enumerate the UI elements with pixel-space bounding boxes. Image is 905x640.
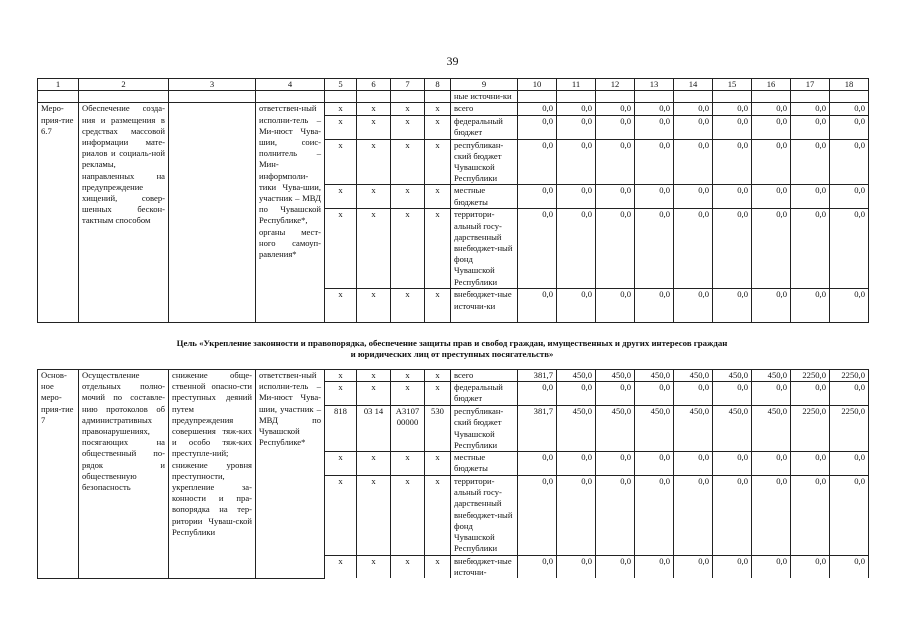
column-header-17: 17: [791, 79, 830, 91]
code-cell: x: [391, 452, 425, 476]
amount-cell: 0,0: [557, 115, 596, 139]
amount-cell: 0,0: [596, 115, 635, 139]
amount-cell: 0,0: [791, 115, 830, 139]
column-header-1: 1: [38, 79, 79, 91]
empty-cell: [713, 91, 752, 103]
amount-cell: 0,0: [791, 556, 830, 579]
amount-cell: 0,0: [557, 209, 596, 289]
funding-source-cell: республикан-ский бюджет Чувашской Республики: [451, 406, 518, 452]
carry-over-row: [38, 91, 869, 103]
amount-cell: 0,0: [635, 115, 674, 139]
code-cell: x: [325, 139, 357, 185]
executor-cell: ответствен-ный исполни-тель – Ми-нюст Чува-шии, участник – МВД по Чувашской Республике*: [256, 370, 325, 579]
code-cell: x: [425, 209, 451, 289]
amount-cell: 0,0: [752, 139, 791, 185]
amount-cell: 0,0: [557, 476, 596, 556]
empty-cell: [325, 91, 357, 103]
amount-cell: 0,0: [635, 452, 674, 476]
code-cell: x: [325, 382, 357, 406]
funding-source-cell: республикан-ский бюджет Чувашской Республики: [451, 139, 518, 185]
amount-cell: 0,0: [713, 103, 752, 115]
goal-heading: [37, 338, 867, 360]
code-cell: x: [391, 185, 425, 209]
code-cell: x: [425, 103, 451, 115]
code-cell: x: [325, 103, 357, 115]
amount-cell: 0,0: [713, 452, 752, 476]
amount-cell: 0,0: [830, 476, 869, 556]
amount-cell: 0,0: [557, 452, 596, 476]
code-cell: x: [391, 556, 425, 579]
amount-cell: 0,0: [635, 139, 674, 185]
amount-cell: 450,0: [752, 370, 791, 382]
code-cell: x: [325, 115, 357, 139]
code-cell: x: [325, 209, 357, 289]
amount-cell: 0,0: [830, 556, 869, 579]
amount-cell: 2250,0: [791, 406, 830, 452]
amount-cell: 0,0: [752, 556, 791, 579]
funding-source-cell: внебюджет-ные источни-: [451, 556, 518, 579]
amount-cell: 2250,0: [830, 406, 869, 452]
code-cell: 818: [325, 406, 357, 452]
column-header-4: 4: [256, 79, 325, 91]
amount-cell: 0,0: [791, 452, 830, 476]
empty-cell: [79, 91, 169, 103]
amount-cell: 450,0: [635, 406, 674, 452]
amount-cell: 0,0: [635, 185, 674, 209]
amount-cell: 0,0: [596, 103, 635, 115]
measure-number-cell: Меро-прия-тие 6.7: [38, 103, 79, 323]
amount-cell: 0,0: [830, 103, 869, 115]
amount-cell: 0,0: [791, 476, 830, 556]
amount-cell: 0,0: [518, 209, 557, 289]
amount-cell: 0,0: [791, 103, 830, 115]
measure-number-cell: Основ-ное меро-прия-тие 7: [38, 370, 79, 579]
amount-cell: 0,0: [674, 139, 713, 185]
table-row: [38, 370, 869, 382]
amount-cell: 0,0: [674, 382, 713, 406]
amount-cell: 0,0: [674, 209, 713, 289]
funding-source-cell: местные бюджеты: [451, 185, 518, 209]
code-cell: x: [357, 370, 391, 382]
executor-cell: ответствен-ный исполни-тель – Ми-нюст Чува-шии, соис-полнитель – Мин-информполи-тики Чува-шии, участник – МВД по Чувашской Республике*, органы мест-ного самоуп-равления*: [256, 103, 325, 323]
code-cell: x: [325, 452, 357, 476]
amount-cell: 0,0: [635, 556, 674, 579]
column-header-10: 10: [518, 79, 557, 91]
amount-cell: 0,0: [752, 103, 791, 115]
funding-source-cell: внебюджет-ные источни-ки: [451, 289, 518, 323]
column-header-15: 15: [713, 79, 752, 91]
column-header-12: 12: [596, 79, 635, 91]
amount-cell: 0,0: [596, 289, 635, 323]
amount-cell: 0,0: [596, 139, 635, 185]
column-header-18: 18: [830, 79, 869, 91]
amount-cell: 0,0: [635, 103, 674, 115]
amount-cell: 450,0: [713, 370, 752, 382]
amount-cell: 0,0: [791, 289, 830, 323]
amount-cell: 0,0: [830, 382, 869, 406]
amount-cell: 0,0: [752, 452, 791, 476]
empty-cell: [674, 91, 713, 103]
column-header-13: 13: [635, 79, 674, 91]
amount-cell: 0,0: [674, 556, 713, 579]
code-cell: x: [425, 556, 451, 579]
indicator-cell: снижение обще-ственной опасно-сти преступных деяний путем предупреждения совершения тяж-ких и особо тяж-ких преступле-ний; снижение уровня преступности, укрепление за-конности и пра-вопорядка на тер-ритории Чуваш-ской Республики: [169, 370, 256, 579]
amount-cell: 0,0: [557, 103, 596, 115]
code-cell: x: [325, 476, 357, 556]
amount-cell: 0,0: [830, 139, 869, 185]
amount-cell: 0,0: [791, 185, 830, 209]
code-cell: x: [357, 185, 391, 209]
amount-cell: 450,0: [674, 406, 713, 452]
empty-cell: [38, 91, 79, 103]
code-cell: x: [357, 139, 391, 185]
code-cell: x: [357, 556, 391, 579]
code-cell: x: [391, 476, 425, 556]
amount-cell: 0,0: [635, 209, 674, 289]
goal-line-2: и юридических лиц от преступных посягательств»: [350, 349, 554, 359]
amount-cell: 0,0: [674, 289, 713, 323]
amount-cell: 0,0: [830, 115, 869, 139]
column-header-9: 9: [451, 79, 518, 91]
amount-cell: 450,0: [635, 370, 674, 382]
amount-cell: 450,0: [557, 370, 596, 382]
amount-cell: 450,0: [674, 370, 713, 382]
amount-cell: 0,0: [713, 185, 752, 209]
column-header-6: 6: [357, 79, 391, 91]
column-header-3: 3: [169, 79, 256, 91]
amount-cell: 0,0: [518, 476, 557, 556]
amount-cell: 0,0: [557, 382, 596, 406]
amount-cell: 0,0: [596, 185, 635, 209]
amount-cell: 0,0: [674, 115, 713, 139]
amount-cell: 0,0: [518, 289, 557, 323]
funding-source-cell: территори-альный госу-дарственный внебюджет-ный фонд Чувашской Республики: [451, 209, 518, 289]
amount-cell: 0,0: [752, 289, 791, 323]
amount-cell: 450,0: [713, 406, 752, 452]
amount-cell: 0,0: [635, 289, 674, 323]
code-cell: x: [325, 556, 357, 579]
table-row: [38, 103, 869, 115]
amount-cell: 450,0: [596, 370, 635, 382]
code-cell: x: [425, 139, 451, 185]
amount-cell: 0,0: [596, 556, 635, 579]
amount-cell: 0,0: [518, 103, 557, 115]
measure-name-cell: Обеспечение созда-ния и размещения в средствах массовой информации мате-риалов и социаль-ной рекламы, направленных на предупреждение хищений, совер-шенных бескон-тактным способом: [79, 103, 169, 323]
empty-cell: [518, 91, 557, 103]
program-table-part-2: [37, 369, 869, 579]
amount-cell: 0,0: [713, 209, 752, 289]
amount-cell: 0,0: [596, 209, 635, 289]
amount-cell: 0,0: [713, 476, 752, 556]
amount-cell: 0,0: [596, 452, 635, 476]
funding-source-cell: всего: [451, 103, 518, 115]
code-cell: x: [391, 370, 425, 382]
empty-cell: [635, 91, 674, 103]
amount-cell: 0,0: [518, 556, 557, 579]
amount-cell: 0,0: [635, 476, 674, 556]
code-cell: 530: [425, 406, 451, 452]
amount-cell: 450,0: [557, 406, 596, 452]
source-cell: ные источни-ки: [451, 91, 518, 103]
amount-cell: 0,0: [713, 139, 752, 185]
amount-cell: 0,0: [791, 139, 830, 185]
measure-name-cell: Осуществление отдельных полно-мочий по составле-нию протоколов об административных правонарушениях, посягающих на общественный по-рядок и общественную безопасность: [79, 370, 169, 579]
amount-cell: 0,0: [752, 209, 791, 289]
code-cell: x: [357, 452, 391, 476]
amount-cell: 0,0: [596, 476, 635, 556]
amount-cell: 0,0: [518, 382, 557, 406]
funding-source-cell: федеральный бюджет: [451, 382, 518, 406]
empty-cell: [169, 91, 256, 103]
code-cell: x: [325, 370, 357, 382]
amount-cell: 0,0: [752, 115, 791, 139]
column-header-16: 16: [752, 79, 791, 91]
indicator-cell: [169, 103, 256, 323]
amount-cell: 0,0: [791, 382, 830, 406]
amount-cell: 0,0: [635, 382, 674, 406]
amount-cell: 0,0: [713, 382, 752, 406]
amount-cell: 0,0: [557, 139, 596, 185]
column-header-5: 5: [325, 79, 357, 91]
amount-cell: 0,0: [830, 209, 869, 289]
code-cell: x: [357, 476, 391, 556]
code-cell: x: [391, 139, 425, 185]
amount-cell: 2250,0: [830, 370, 869, 382]
amount-cell: 0,0: [674, 452, 713, 476]
column-header-11: 11: [557, 79, 596, 91]
amount-cell: 381,7: [518, 370, 557, 382]
column-header-14: 14: [674, 79, 713, 91]
code-cell: x: [425, 370, 451, 382]
code-cell: x: [357, 103, 391, 115]
empty-cell: [425, 91, 451, 103]
amount-cell: 0,0: [518, 115, 557, 139]
code-cell: x: [357, 115, 391, 139]
code-cell: x: [425, 289, 451, 323]
code-cell: x: [425, 476, 451, 556]
code-cell: x: [425, 382, 451, 406]
page-number: 39: [446, 54, 459, 68]
code-cell: x: [325, 289, 357, 323]
amount-cell: 2250,0: [791, 370, 830, 382]
amount-cell: 0,0: [830, 185, 869, 209]
empty-cell: [557, 91, 596, 103]
code-cell: x: [425, 115, 451, 139]
amount-cell: 0,0: [557, 185, 596, 209]
amount-cell: 0,0: [752, 185, 791, 209]
amount-cell: 0,0: [713, 556, 752, 579]
empty-cell: [391, 91, 425, 103]
funding-source-cell: территори-альный госу-дарственный внебюджет-ный фонд Чувашской Республики: [451, 476, 518, 556]
amount-cell: 0,0: [518, 139, 557, 185]
empty-cell: [256, 91, 325, 103]
code-cell: x: [425, 452, 451, 476]
column-header-8: 8: [425, 79, 451, 91]
amount-cell: 0,0: [557, 289, 596, 323]
column-header-2: 2: [79, 79, 169, 91]
amount-cell: 0,0: [674, 476, 713, 556]
funding-source-cell: местные бюджеты: [451, 452, 518, 476]
amount-cell: 0,0: [518, 452, 557, 476]
code-cell: x: [325, 185, 357, 209]
amount-cell: 0,0: [518, 185, 557, 209]
amount-cell: 0,0: [713, 115, 752, 139]
amount-cell: 381,7: [518, 406, 557, 452]
code-cell: x: [425, 185, 451, 209]
empty-cell: [791, 91, 830, 103]
column-header-7: 7: [391, 79, 425, 91]
program-table-part-1: [37, 78, 869, 323]
code-cell: x: [391, 103, 425, 115]
column-header-row: [38, 79, 869, 91]
amount-cell: 0,0: [791, 209, 830, 289]
amount-cell: 450,0: [752, 406, 791, 452]
code-cell: x: [357, 382, 391, 406]
amount-cell: 0,0: [674, 185, 713, 209]
code-cell: x: [391, 115, 425, 139]
amount-cell: 0,0: [557, 556, 596, 579]
code-cell: 03 14: [357, 406, 391, 452]
code-cell: x: [391, 209, 425, 289]
code-cell: x: [357, 289, 391, 323]
code-cell: x: [391, 289, 425, 323]
code-cell: А3107 00000: [391, 406, 425, 452]
funding-source-cell: всего: [451, 370, 518, 382]
code-cell: x: [391, 382, 425, 406]
amount-cell: 0,0: [752, 382, 791, 406]
amount-cell: 0,0: [830, 289, 869, 323]
empty-cell: [752, 91, 791, 103]
funding-source-cell: федеральный бюджет: [451, 115, 518, 139]
amount-cell: 0,0: [596, 382, 635, 406]
amount-cell: 0,0: [674, 103, 713, 115]
empty-cell: [830, 91, 869, 103]
amount-cell: 0,0: [830, 452, 869, 476]
amount-cell: 0,0: [752, 476, 791, 556]
empty-cell: [357, 91, 391, 103]
amount-cell: 0,0: [713, 289, 752, 323]
amount-cell: 450,0: [596, 406, 635, 452]
code-cell: x: [357, 209, 391, 289]
empty-cell: [596, 91, 635, 103]
goal-line-1: Цель «Укрепление законности и правопорядка, обеспечение защиты прав и свобод граждан, имущественных и других интересов граждан: [176, 338, 728, 348]
